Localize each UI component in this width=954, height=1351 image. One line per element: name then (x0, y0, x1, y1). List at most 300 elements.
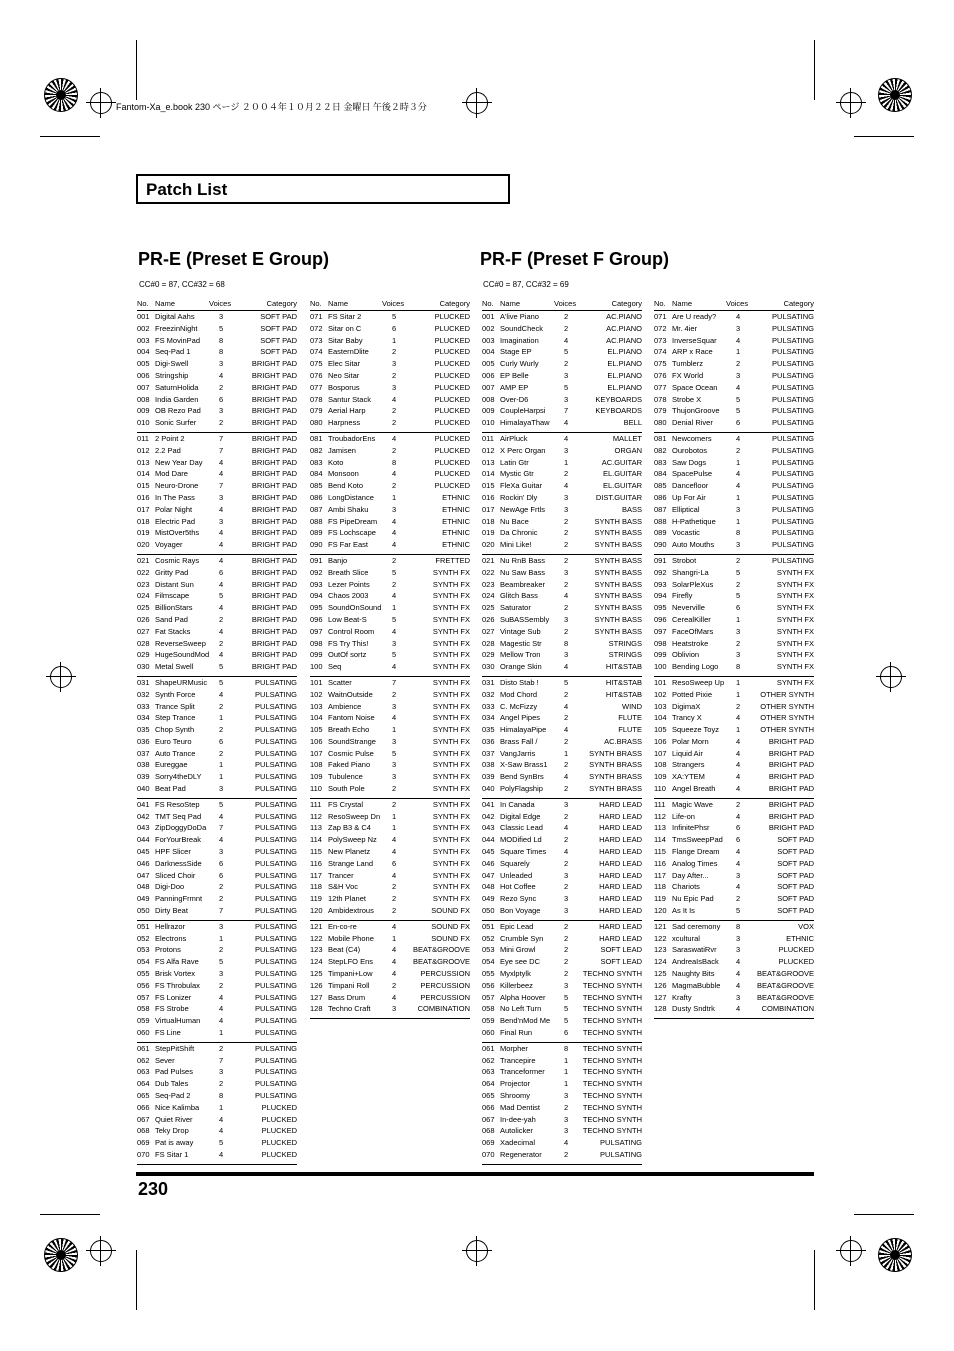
patch-voices: 2 (564, 784, 569, 794)
patch-name: In-dee-yah (500, 1114, 536, 1124)
patch-category: SYNTH FX (432, 650, 470, 660)
patch-number: 043 (137, 823, 150, 833)
patch-row (137, 1138, 297, 1150)
patch-category: HARD LEAD (599, 870, 642, 880)
patch-row (654, 650, 814, 662)
patch-row (310, 1004, 470, 1016)
patch-voices: 3 (564, 906, 569, 916)
patch-number: 080 (310, 418, 323, 428)
patch-row (654, 922, 814, 934)
patch-number: 036 (482, 736, 495, 746)
patch-row (654, 458, 814, 470)
patch-category: PULSATING (772, 370, 814, 380)
patch-voices: 1 (564, 1055, 569, 1065)
patch-name: Rockin' Dly (500, 492, 538, 502)
patch-voices: 6 (219, 567, 224, 577)
patch-category: PULSATING (772, 433, 814, 443)
patch-voices: 4 (736, 858, 741, 868)
patch-number: 077 (310, 382, 323, 392)
column-header (137, 298, 297, 311)
patch-block (137, 677, 297, 799)
patch-voices: 6 (736, 823, 741, 833)
patch-row (482, 359, 642, 371)
patch-category: KEYBOARDS (595, 394, 642, 404)
patch-row (310, 627, 470, 639)
patch-row (310, 556, 470, 568)
patch-name: Trancer (328, 870, 354, 880)
patch-voices: 2 (392, 579, 397, 589)
patch-category: HIT&STAB (605, 677, 642, 687)
patch-row (654, 324, 814, 336)
patch-number: 123 (654, 945, 667, 955)
patch-category: WIND (622, 701, 642, 711)
patch-row (654, 882, 814, 894)
patch-block (654, 799, 814, 921)
patch-category: PULSATING (772, 394, 814, 404)
patch-number: 060 (482, 1028, 495, 1038)
patch-row (310, 812, 470, 824)
patch-name: Life-on (672, 811, 695, 821)
patch-name: Seq-Pad 2 (155, 1091, 191, 1100)
patch-number: 030 (482, 662, 495, 672)
patch-row (654, 591, 814, 603)
patch-name: Lezer Points (328, 579, 370, 589)
patch-name: OutOf sortz (328, 650, 367, 660)
patch-row (137, 406, 297, 418)
patch-row (482, 627, 642, 639)
patch-row (137, 627, 297, 639)
patch-category: SYNTH FX (776, 567, 814, 577)
patch-category: BRIGHT PAD (251, 591, 297, 601)
patch-voices: 2 (736, 555, 741, 565)
patch-category: PULSATING (255, 882, 297, 892)
patch-row (137, 1056, 297, 1068)
patch-name: New Planetz (328, 847, 371, 857)
patch-number: 018 (137, 516, 150, 526)
patch-category: PULSATING (255, 1055, 297, 1065)
patch-name: Digital Edge (500, 811, 541, 821)
patch-name: Distant Sun (155, 579, 194, 589)
patch-number: 002 (137, 323, 150, 333)
patch-number: 071 (310, 312, 323, 321)
patch-name: CerealKiller (672, 614, 711, 624)
patch-row (654, 800, 814, 812)
patch-number: 082 (654, 445, 667, 455)
patch-name: Neuro-Drone (155, 481, 199, 491)
patch-name: Trancy X (672, 713, 702, 723)
patch-voices: 2 (564, 312, 569, 321)
column-header-voices: Voices (382, 299, 405, 308)
patch-row (654, 812, 814, 824)
patch-name: As It Is (672, 906, 695, 916)
patch-category: BRIGHT PAD (768, 736, 814, 746)
patch-number: 009 (137, 406, 150, 416)
patch-row (654, 772, 814, 784)
patch-name: EasternDlite (328, 347, 369, 357)
trim-mark (814, 40, 815, 100)
patch-category: SOFT PAD (260, 335, 297, 345)
patch-category: HARD LEAD (599, 882, 642, 892)
patch-row (137, 835, 297, 847)
patch-name: Pad Pulses (155, 1067, 193, 1077)
patch-name: Shangri-La (672, 567, 709, 577)
patch-category: BRIGHT PAD (251, 614, 297, 624)
patch-voices: 1 (736, 614, 741, 624)
patch-category: PULSATING (255, 799, 297, 809)
patch-number: 092 (654, 567, 667, 577)
patch-number: 037 (482, 748, 495, 758)
crosshair-mark-icon (46, 662, 76, 692)
patch-name: Harpness (328, 418, 361, 428)
patch-voices: 4 (392, 433, 397, 443)
patch-name: Denial River (672, 418, 713, 428)
patch-block (482, 555, 642, 677)
patch-number: 127 (654, 992, 667, 1002)
patch-name: Mobile Phone (328, 933, 374, 943)
patch-voices: 7 (219, 433, 224, 443)
patch-row (654, 556, 814, 568)
patch-row (137, 662, 297, 674)
patch-name: Auto Trance (155, 748, 196, 758)
crosshair-mark-icon (462, 88, 492, 118)
patch-name: X Perc Organ (500, 445, 546, 455)
patch-block (310, 921, 470, 1019)
patch-row (654, 469, 814, 481)
patch-row (654, 505, 814, 517)
patch-name: Sonic Surfer (155, 418, 197, 428)
patch-name: FS Far East (328, 540, 369, 550)
patch-category: SYNTH BASS (594, 591, 642, 601)
patch-row (654, 383, 814, 395)
patch-number: 047 (482, 870, 495, 880)
patch-number: 096 (654, 614, 667, 624)
patch-number: 093 (654, 579, 667, 589)
patch-voices: 2 (392, 347, 397, 357)
patch-name: Xadecimal (500, 1138, 536, 1148)
group-title-pr-f: PR-F (Preset F Group) (480, 249, 670, 269)
patch-name: MODified Ld (500, 835, 542, 845)
patch-category: PULSATING (255, 992, 297, 1002)
patch-voices: 1 (736, 516, 741, 526)
patch-name: Timpani+Low (328, 969, 373, 979)
patch-category: PULSATING (255, 858, 297, 868)
patch-number: 020 (482, 540, 495, 550)
patch-category: PULSATING (255, 748, 297, 758)
patch-category: SYNTH FX (776, 579, 814, 589)
patch-row (137, 945, 297, 957)
patch-row (137, 823, 297, 835)
patch-number: 072 (654, 323, 667, 333)
patch-voices: 4 (392, 835, 397, 845)
patch-number: 040 (482, 784, 495, 794)
patch-row (137, 981, 297, 993)
patch-category: SYNTH FX (432, 835, 470, 845)
patch-block (137, 433, 297, 555)
patch-name: Seq (328, 662, 342, 672)
patch-row (310, 702, 470, 714)
patch-name: Potted Pixie (672, 689, 713, 699)
patch-category: PULSATING (772, 555, 814, 565)
patch-row (310, 835, 470, 847)
patch-row (137, 528, 297, 540)
column-header-voices: Voices (726, 299, 749, 308)
patch-number: 032 (137, 689, 150, 699)
patch-name: Dirty Beat (155, 906, 188, 916)
patch-category: BRIGHT PAD (251, 662, 297, 672)
patch-category: TECHNO SYNTH (582, 1055, 642, 1065)
patch-number: 107 (654, 748, 667, 758)
patch-category: SYNTH FX (432, 772, 470, 782)
patch-voices: 4 (219, 650, 224, 660)
patch-voices: 2 (736, 701, 741, 711)
patch-voices: 4 (736, 847, 741, 857)
patch-category: EL.PIANO (607, 382, 642, 392)
patch-row (137, 1016, 297, 1028)
patch-number: 083 (310, 457, 323, 467)
column-header-no: No. (137, 299, 149, 308)
patch-voices: 4 (392, 394, 397, 404)
patch-name: InfinitePhsr (672, 823, 710, 833)
patch-voices: 2 (219, 418, 224, 428)
patch-row (482, 639, 642, 651)
patch-row (654, 784, 814, 796)
patch-number: 013 (482, 457, 495, 467)
patch-voices: 3 (392, 638, 397, 648)
patch-voices: 4 (219, 626, 224, 636)
patch-name: Magic Wave (672, 799, 713, 809)
patch-row (654, 1004, 814, 1016)
section-title: Patch List (146, 180, 228, 199)
patch-number: 118 (654, 882, 666, 892)
patch-row (310, 580, 470, 592)
patch-name: S&H Voc (328, 882, 359, 892)
patch-voices: 1 (392, 823, 397, 833)
patch-row (482, 812, 642, 824)
patch-number: 004 (482, 347, 495, 357)
patch-voices: 5 (219, 662, 224, 672)
patch-number: 073 (310, 335, 323, 345)
patch-category: HARD LEAD (599, 835, 642, 845)
patch-category: PULSATING (255, 933, 297, 943)
patch-number: 003 (137, 335, 150, 345)
patch-voices: 4 (219, 1114, 224, 1124)
trim-mark (814, 1250, 815, 1310)
patch-category: PULSATING (255, 847, 297, 857)
patch-name: SaraswatiRvr (672, 945, 717, 955)
patch-row (482, 725, 642, 737)
patch-voices: 4 (219, 835, 224, 845)
patch-voices: 4 (219, 811, 224, 821)
patch-number: 052 (137, 933, 150, 943)
patch-row (482, 395, 642, 407)
patch-voices: 3 (564, 870, 569, 880)
crosshair-mark-icon (876, 662, 906, 692)
patch-voices: 7 (219, 906, 224, 916)
patch-name: Angel Breath (672, 784, 716, 794)
patch-name: Bending Logo (672, 662, 719, 672)
patch-name: Liquid Air (672, 748, 703, 758)
patch-category: PULSATING (772, 457, 814, 467)
patch-number: 035 (482, 725, 495, 735)
patch-number: 012 (482, 445, 495, 455)
patch-voices: 2 (564, 969, 569, 979)
patch-name: Da Chronic (500, 528, 538, 538)
patch-category: EL.PIANO (607, 359, 642, 369)
patch-category: FRETTED (435, 555, 470, 565)
patch-number: 049 (482, 894, 495, 904)
patch-name: X-Saw Brass1 (500, 760, 548, 770)
patch-voices: 4 (564, 335, 569, 345)
patch-row (137, 383, 297, 395)
patch-voices: 4 (564, 418, 569, 428)
patch-number: 061 (137, 1043, 150, 1053)
patch-category: SOFT PAD (260, 323, 297, 333)
column-header-name: Name (500, 299, 521, 308)
patch-row (654, 359, 814, 371)
patch-name: Strobot (672, 555, 697, 565)
patch-number: 100 (654, 662, 667, 672)
patch-category: STRINGS (608, 638, 642, 648)
patch-row (137, 469, 297, 481)
book-file-header: Fantom-Xa_e.book 230 ページ ２００４年１０月２２日 金曜日 午後２時３分 (116, 102, 427, 112)
patch-row (137, 347, 297, 359)
patch-number: 007 (482, 382, 495, 392)
patch-number: 046 (137, 858, 150, 868)
patch-number: 108 (654, 760, 667, 770)
patch-name: Pat is away (155, 1138, 194, 1148)
patch-voices: 3 (219, 847, 224, 857)
patch-voices: 4 (736, 713, 741, 723)
patch-row (654, 446, 814, 458)
patch-category: PULSATING (255, 835, 297, 845)
patch-voices: 5 (564, 1004, 569, 1014)
patch-block (482, 799, 642, 921)
patch-category: HARD LEAD (599, 858, 642, 868)
patch-row (137, 934, 297, 946)
patch-category: PULSATING (255, 870, 297, 880)
patch-name: Techno Craft (328, 1004, 371, 1014)
patch-voices: 4 (736, 312, 741, 321)
patch-number: 102 (310, 689, 323, 699)
patch-category: OTHER SYNTH (760, 713, 814, 723)
patch-number: 032 (482, 689, 495, 699)
patch-category: SYNTH FX (432, 882, 470, 892)
patch-row (482, 1150, 642, 1162)
patch-voices: 3 (564, 445, 569, 455)
patch-number: 004 (137, 347, 150, 357)
patch-block (654, 555, 814, 677)
patch-voices: 2 (219, 382, 224, 392)
patch-number: 116 (310, 858, 322, 868)
patch-name: Trancepire (500, 1055, 536, 1065)
patch-voices: 4 (219, 555, 224, 565)
patch-voices: 3 (564, 1114, 569, 1124)
patch-name: ZipDoggyDoDa (155, 823, 207, 833)
patch-name: SolarPleXus (672, 579, 714, 589)
patch-name: Monsoon (328, 469, 359, 479)
patch-row (482, 981, 642, 993)
patch-category: SOFT LEAD (600, 945, 642, 955)
patch-category: SYNTH FX (432, 603, 470, 613)
patch-category: SOFT PAD (260, 312, 297, 321)
patch-voices: 2 (564, 713, 569, 723)
patch-row (654, 702, 814, 714)
patch-name: Polar Night (155, 504, 193, 514)
patch-row (310, 784, 470, 796)
patch-name: SoundCheck (500, 323, 543, 333)
patch-name: Square Times (500, 847, 547, 857)
patch-name: Bend Koto (328, 481, 364, 491)
patch-category: BRIGHT PAD (251, 638, 297, 648)
patch-number: 085 (310, 481, 323, 491)
patch-row (654, 737, 814, 749)
patch-number: 045 (482, 847, 495, 857)
patch-row (310, 957, 470, 969)
patch-number: 037 (137, 748, 150, 758)
patch-row (310, 446, 470, 458)
patch-voices: 3 (219, 921, 224, 931)
patch-voices: 5 (564, 677, 569, 687)
patch-category: AC.GUITAR (601, 457, 642, 467)
patch-voices: 3 (564, 567, 569, 577)
patch-number: 018 (482, 516, 495, 526)
patch-voices: 3 (392, 701, 397, 711)
patch-number: 086 (310, 492, 323, 502)
patch-row (310, 934, 470, 946)
patch-voices: 3 (564, 894, 569, 904)
patch-number: 088 (310, 516, 323, 526)
patch-row (310, 922, 470, 934)
patch-voices: 3 (564, 370, 569, 380)
patch-voices: 4 (564, 591, 569, 601)
patch-number: 044 (482, 835, 495, 845)
patch-category: TECHNO SYNTH (582, 1126, 642, 1136)
patch-voices: 3 (219, 784, 224, 794)
patch-category: BEAT&GROOVE (757, 992, 814, 1002)
patch-number: 063 (137, 1067, 150, 1077)
patch-voices: 6 (736, 835, 741, 845)
patch-voices: 1 (219, 1102, 224, 1112)
patch-category: AC.PIANO (606, 312, 642, 321)
patch-name: Neo Sitar (328, 370, 360, 380)
patch-row (310, 469, 470, 481)
patch-name: AirPluck (500, 433, 528, 443)
patch-block (310, 799, 470, 921)
patch-name: Latin Gtr (500, 457, 529, 467)
patch-voices: 4 (219, 469, 224, 479)
patch-voices: 3 (736, 933, 741, 943)
patch-row (310, 894, 470, 906)
column-header-category: Category (611, 299, 642, 308)
patch-voices: 4 (392, 540, 397, 550)
patch-number: 072 (310, 323, 323, 333)
patch-number: 058 (482, 1004, 495, 1014)
patch-name: HimalayaThaw (500, 418, 550, 428)
patch-name: Sorry4theDLY (155, 772, 202, 782)
patch-number: 017 (482, 504, 495, 514)
patch-number: 092 (310, 567, 323, 577)
patch-category: PULSATING (255, 1079, 297, 1089)
patch-number: 093 (310, 579, 323, 589)
patch-name: Up For Air (672, 492, 706, 502)
patch-row (137, 650, 297, 662)
patch-category: SYNTH FX (432, 799, 470, 809)
patch-name: ResoSweep Dn (328, 811, 381, 821)
patch-name: Fantom Noise (328, 713, 375, 723)
patch-number: 023 (137, 579, 150, 589)
patch-number: 006 (482, 370, 495, 380)
patch-voices: 4 (564, 772, 569, 782)
